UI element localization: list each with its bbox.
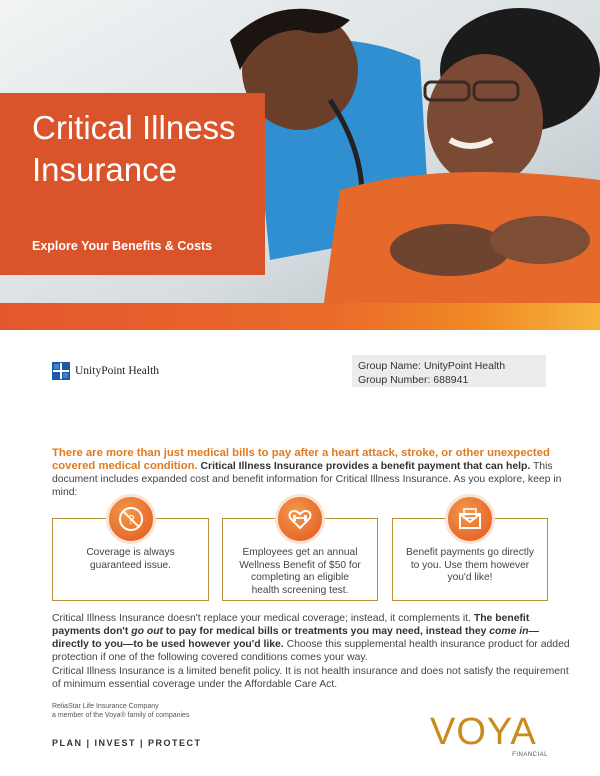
card-text: Coverage is always guaranteed issue.: [86, 547, 175, 571]
voya-logo: [430, 712, 552, 760]
para1-f: —directly to you—to be used however you'd like.: [52, 626, 539, 650]
footer-tagline: PLAN | INVEST | PROTECT: [52, 738, 202, 748]
heart-dumbbell-icon: [275, 494, 325, 544]
intro-highlight: There are more than just medical bills to pay after a heart attack, stroke, or other unexpected covered medical condition.: [52, 447, 550, 472]
group-number: Group Number: 688941: [358, 373, 469, 386]
unitypoint-logo: [52, 362, 159, 380]
para1-c: go out: [131, 626, 164, 637]
body-paragraph-2: Critical Illness Insurance is a limited benefit policy. It is not health insurance and does not satisfy the requirement of minimum essential coverage under the Affordable Care Act.: [52, 666, 569, 690]
logo-name: UnityPoint Health: [75, 365, 160, 377]
no-questions-icon: [106, 494, 156, 544]
intro-paragraph: [52, 447, 564, 499]
hero-photo-area: [0, 0, 600, 330]
para1-g: Choose this supplemental health insurance product for added protection if one of the following covered conditions comes your way.: [52, 639, 570, 663]
insurer-family: a member of the Voya® family of companies: [52, 712, 190, 719]
insurer-name: ReliaStar Life Insurance Company: [52, 703, 159, 710]
page-subtitle: Explore Your Benefits & Costs: [32, 239, 213, 253]
para1-b: The benefit payments don't: [52, 613, 530, 637]
unitypoint-mark-icon: [52, 362, 70, 380]
group-info-box: [352, 355, 546, 387]
insurer-fine-print: [52, 702, 189, 720]
orange-band: [0, 303, 600, 330]
voya-financial: FINANCIAL: [512, 752, 548, 758]
card-text: Employees get an annual Wellness Benefit of $50 for completing an eligible health screening test.: [239, 547, 361, 596]
group-name: Group Name: UnityPoint Health: [358, 360, 506, 372]
svg-text:?: ?: [127, 512, 135, 527]
para1-a: Critical Illness Insurance doesn't replace your medical coverage; instead, it complements it.: [52, 613, 471, 624]
voya-wordmark: VOYA: [430, 711, 537, 753]
page-title: Critical Illness Insurance: [32, 109, 236, 188]
intro-bold: Critical Illness Insurance provides a benefit payment that can help.: [200, 461, 531, 472]
body-paragraph-1: [52, 612, 572, 664]
envelope-icon: [445, 494, 495, 544]
intro-rest: This document includes expanded cost and benefit information for Critical Illness Insurance. As you explore, keep in mind:: [52, 461, 562, 498]
card-text: Benefit payments go directly to you. Use them however you'd like!: [406, 547, 534, 584]
para1-e: come in: [489, 626, 529, 637]
para1-d: to pay for medical bills or treatments you may need, instead they: [165, 626, 487, 637]
title-panel: [0, 93, 265, 275]
